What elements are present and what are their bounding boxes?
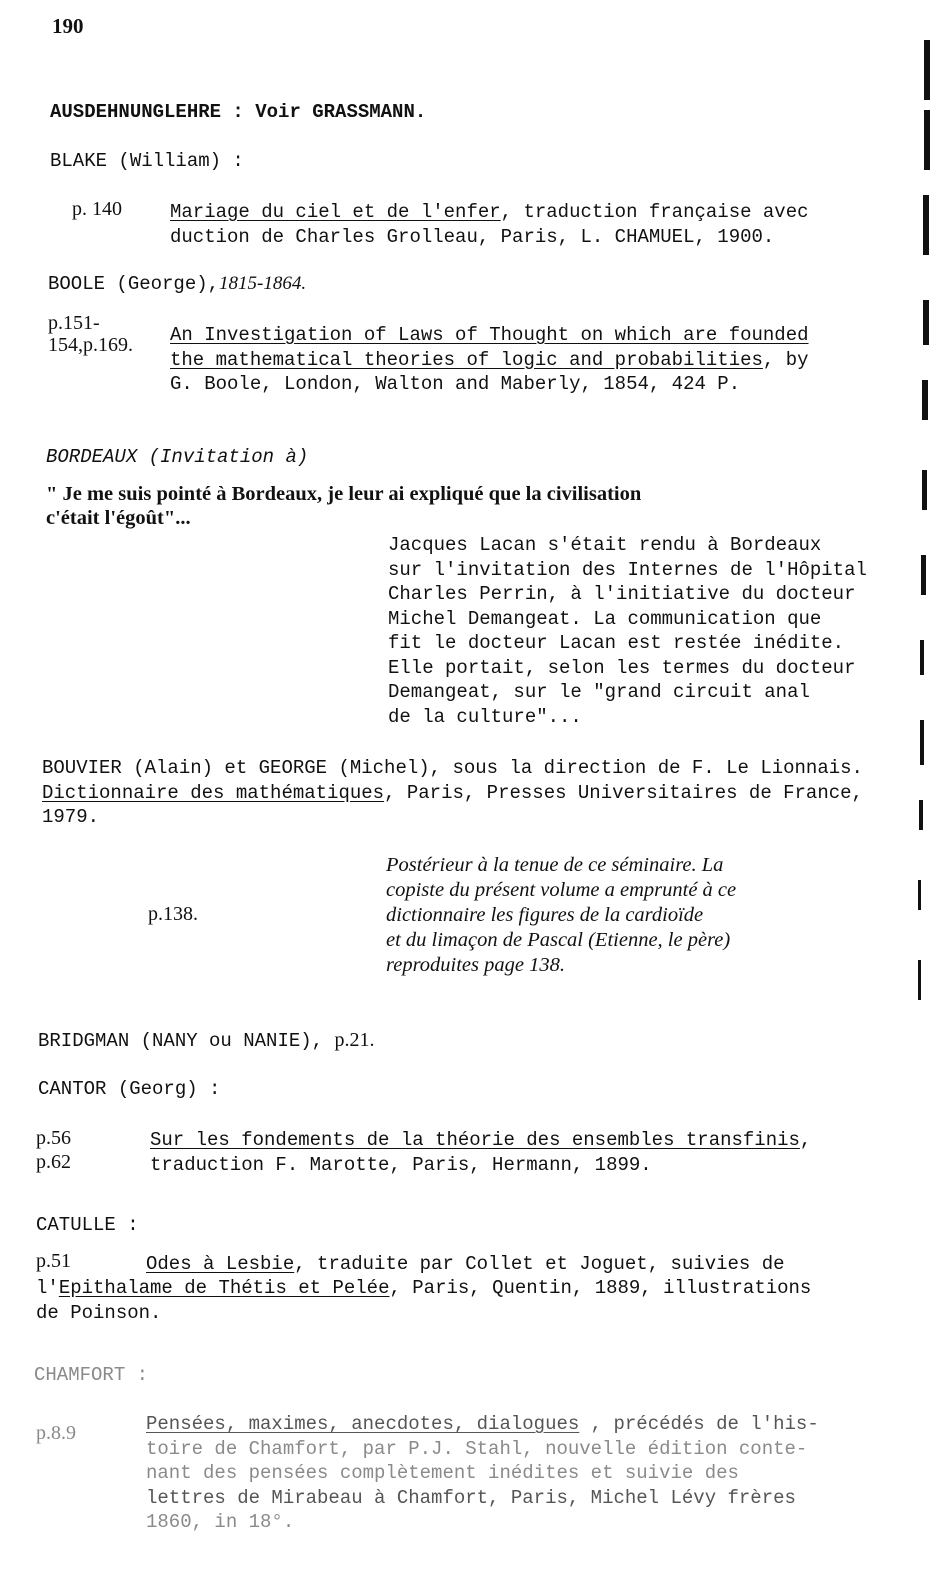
book-title: Epithalame de Thétis et Pelée (58, 1277, 390, 1299)
entry-body (146, 1412, 819, 1535)
entry-text: lettres de Mirabeau à Chamfort, Paris, Michel Lévy frères (146, 1486, 796, 1509)
note-line: Demangeat, sur le "grand circuit anal (388, 681, 810, 703)
entry-bridgman (38, 1029, 374, 1052)
entry-text: , traduite par Collet et Joguet, suivies de (294, 1253, 785, 1275)
entry-text: , précédés de l'his- (579, 1413, 819, 1435)
page-ref-line: 154,p.169. (48, 334, 133, 356)
entry-body (36, 1276, 811, 1325)
book-title: An Investigation of Laws of Thought on which are founded (170, 324, 809, 346)
note-line: et du limaçon de Pascal (Etienne, le père) (386, 929, 731, 951)
entry-chamfort-head: CHAMFORT : (34, 1364, 149, 1386)
entry-text: , (799, 1129, 812, 1151)
entry-catulle-head: CATULLE : (36, 1214, 139, 1236)
entry-body (150, 1128, 811, 1177)
entry-text: de Poinson. (36, 1301, 162, 1324)
entry-body (146, 1252, 785, 1277)
bouvier-note (386, 853, 736, 978)
entry-text: , by (762, 348, 809, 371)
note-line: copiste du présent volume a emprunté à ce (386, 879, 737, 901)
note-line: Jacques Lacan s'était rendu à Bordeaux (388, 534, 822, 556)
note-line: Postérieur à la tenue de ce séminaire. La (386, 854, 724, 876)
note-line: dictionnaire les figures de la cardioïde (386, 904, 704, 926)
book-title: Mariage du ciel et de l'enfer (170, 201, 501, 223)
entry-text: BOUVIER (Alain) et GEORGE (Michel), sous la direction de F. Le Lionnais. (42, 757, 863, 779)
page-number: 190 (52, 14, 84, 38)
entry-text: 1979. (42, 806, 100, 828)
entry-dates: 1815-1864. (219, 273, 307, 294)
book-title: Pensées, maximes, anecdotes, dialogues (146, 1413, 580, 1435)
entry-boole (48, 273, 306, 295)
page-ref: p.51 (36, 1250, 71, 1272)
entry-text: G. Boole, London, Walton and Maberly, 1854, 424 P. (170, 373, 741, 395)
page-ref-line: p.62 (36, 1151, 71, 1173)
note-line: Michel Demangeat. La communication que (388, 607, 822, 630)
entry-text: l' (36, 1277, 59, 1299)
entry-text: : Voir GRASSMANN. (221, 101, 427, 123)
entry-text: duction de Charles Grolleau, Paris, L. CHAMUEL, 1900. (170, 225, 775, 248)
entry-blake (50, 150, 244, 172)
quote (46, 482, 641, 530)
page-ref-line: p.151- (48, 312, 100, 334)
page-ref (36, 1126, 71, 1174)
entry-body (170, 323, 809, 397)
entry-text: traduction F. Marotte, Paris, Hermann, 1899. (150, 1153, 652, 1176)
note-line: sur l'invitation des Internes de l'Hôpital (388, 558, 867, 581)
entry-text: nant des pensées complètement inédites et suivie des (146, 1462, 739, 1484)
quote-line: " Je me suis pointé à Bordeaux, je leur ai expliqué que la civilisation (46, 483, 642, 505)
entry-text: (William) : (107, 150, 244, 172)
book-title: Sur les fondements de la théorie des ensembles transfinis (150, 1129, 800, 1151)
entry-body (170, 200, 809, 249)
entry-text: (George), (105, 273, 220, 295)
entry-bordeaux-head: BORDEAUX (Invitation à) (46, 446, 309, 468)
note-line: Elle portait, selon les termes du docteur (388, 656, 856, 679)
entry-text: toire de Chamfort, par P.J. Stahl, nouvelle édition conte- (146, 1437, 808, 1460)
entry-text: (NANY ou NANIE), (129, 1030, 335, 1052)
note-line: Charles Perrin, à l'initiative du docteur (388, 583, 856, 605)
quote-line: c'était l'égoût"... (46, 507, 191, 529)
entry-cantor (38, 1078, 220, 1100)
entry-text: , traduction française avec (500, 201, 809, 223)
page-ref: p.21. (334, 1029, 375, 1051)
book-title: the mathematical theories of logic and probabilities (170, 348, 763, 371)
entry-text: 1860, in 18°. (146, 1511, 295, 1533)
note-line: reproduites page 138. (386, 954, 565, 976)
page-ref: p.8.9 (36, 1422, 76, 1444)
note-line: de la culture"... (388, 705, 582, 728)
entry-ausdehnunglehre (50, 101, 426, 123)
bordeaux-note (388, 533, 867, 729)
entry-head: CANTOR (38, 1078, 107, 1100)
page-ref-line: p.56 (36, 1127, 71, 1149)
note-line: fit le docteur Lacan est restée inédite. (388, 632, 845, 654)
page-ref: p.138. (148, 903, 198, 925)
entry-text: (Georg) : (106, 1078, 221, 1100)
entry-head: BLAKE (50, 150, 108, 172)
entry-head: AUSDEHNUNGLEHRE (50, 101, 222, 123)
entry-bouvier (42, 756, 863, 830)
page-ref: p. 140 (72, 198, 122, 220)
book-title: Dictionnaire des mathématiques (42, 781, 385, 804)
entry-head: BOOLE (48, 273, 106, 295)
entry-text: , Paris, Presses Universitaires de France, (384, 781, 863, 804)
page-ref (48, 312, 133, 356)
entry-text: , Paris, Quentin, 1889, illustrations (389, 1277, 812, 1299)
entry-head: BRIDGMAN (38, 1030, 130, 1052)
book-title: Odes à Lesbie (146, 1253, 295, 1275)
